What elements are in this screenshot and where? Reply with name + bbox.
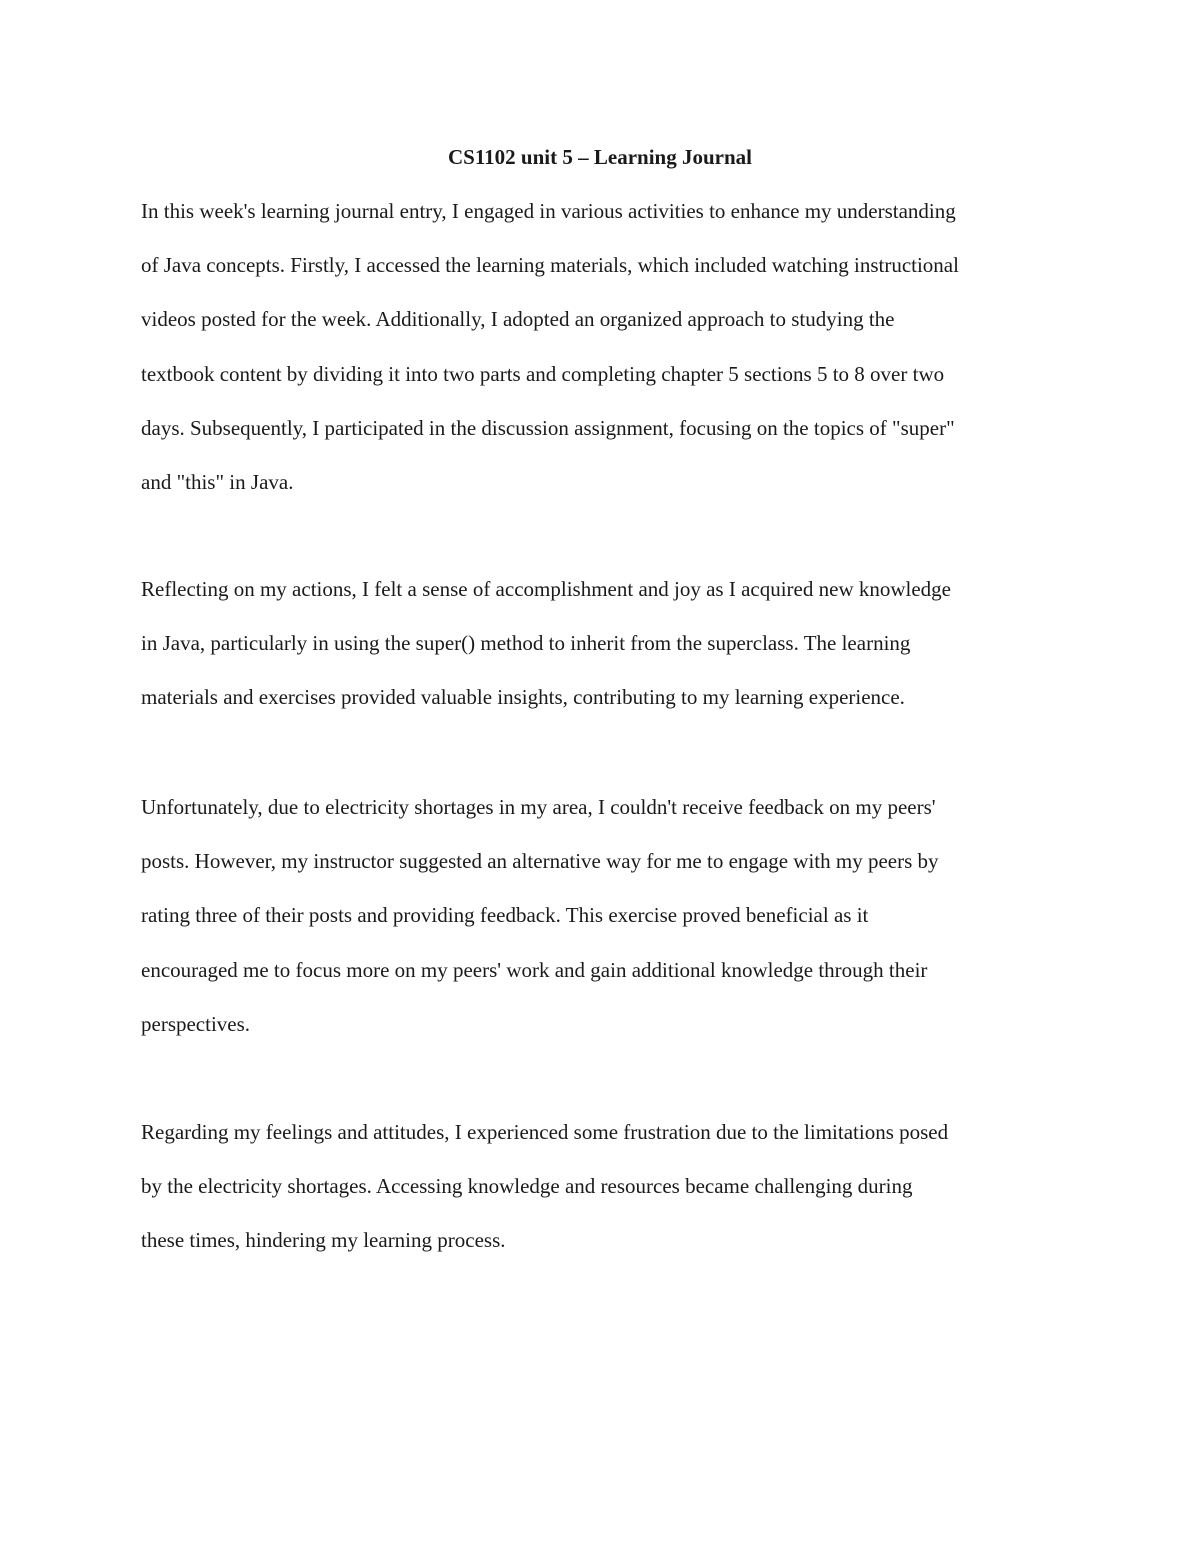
paragraph-peer-feedback [141,780,1071,1051]
paragraph-line: by the electricity shortages. Accessing knowledge and resources became challenging during [141,1174,913,1199]
paragraph-line: perspectives. [141,1011,251,1036]
paragraph-line: textbook content by dividing it into two parts and completing chapter 5 sections 5 to 8 over two [141,361,945,386]
paragraph-line: Reflecting on my actions, I felt a sense of accomplishment and joy as I acquired new knowledge [141,577,951,601]
paragraph-line: these times, hindering my learning process. [141,1228,506,1253]
paragraph-line: videos posted for the week. Additionally, I adopted an organized approach to studying the [141,307,895,332]
paragraph-line: Unfortunately, due to electricity shortages in my area, I couldn't receive feedback on my peers' [141,795,936,819]
paragraph-line: of Java concepts. Firstly, I accessed the learning materials, which included watching instructional [141,253,959,278]
paragraph-reflection [141,562,1071,725]
paragraph-line: in Java, particularly in using the super() method to inherit from the superclass. The learning [141,631,911,656]
paragraph-line: Regarding my feelings and attitudes, I experienced some frustration due to the limitations posed [141,1120,949,1144]
paragraph-line: In this week's learning journal entry, I engaged in various activities to enhance my understanding [141,199,956,223]
paragraph-line: posts. However, my instructor suggested an alternative way for me to engage with my peers by [141,849,939,874]
paragraph-feelings [141,1105,1071,1268]
paragraph-line: and "this" in Java. [141,470,294,495]
paragraph-line: days. Subsequently, I participated in the discussion assignment, focusing on the topics of "super" [141,415,955,440]
paragraph-line: encouraged me to focus more on my peers' work and gain additional knowledge through their [141,957,928,982]
paragraph-line: materials and exercises provided valuable insights, contributing to my learning experience. [141,685,905,710]
document-title: CS1102 unit 5 – Learning Journal [448,145,752,169]
paragraph-line: rating three of their posts and providing feedback. This exercise proved beneficial as it [141,903,869,928]
paragraph-activities [141,184,1071,509]
